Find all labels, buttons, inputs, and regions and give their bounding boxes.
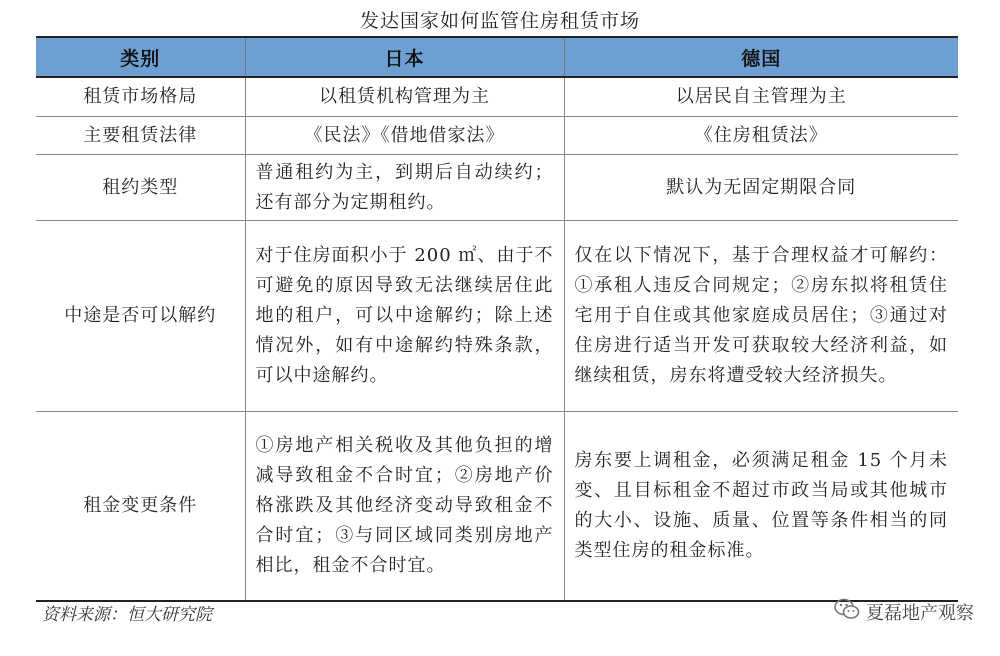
table-row	[36, 155, 958, 221]
row-japan: 对于住房面积小于 200 ㎡、由于不可避免的原因导致无法继续居住此地的租户，可以中途解约；除上述情况外，如有中途解约特殊条款，可以中途解约。	[245, 221, 564, 412]
row-category: 租约类型	[36, 155, 245, 221]
header-category: 类别	[36, 37, 245, 77]
row-germany: 房东要上调租金，必须满足租金 15 个月未变、且目标租金不超过市政当局或其他城市的大小、设施、质量、位置等条件相当的同类型住房的租金标准。	[564, 412, 958, 602]
row-germany: 以居民自主管理为主	[564, 77, 958, 117]
row-category: 主要租赁法律	[36, 117, 245, 155]
table-row	[36, 117, 958, 155]
table-header-row	[36, 37, 958, 77]
row-category: 租金变更条件	[36, 412, 245, 602]
row-germany: 默认为无固定期限合同	[564, 155, 958, 221]
wechat-icon	[834, 598, 860, 625]
table-row	[36, 412, 958, 602]
source-note: 资料来源：恒大研究院	[42, 605, 212, 625]
page-title: 发达国家如何监管住房租赁市场	[359, 10, 640, 32]
table-row	[36, 77, 958, 117]
row-category: 中途是否可以解约	[36, 221, 245, 412]
row-japan: 《民法》《借地借家法》	[245, 117, 564, 155]
brand-name: 夏磊地产观察	[866, 602, 974, 624]
row-germany: 《住房租赁法》	[564, 117, 958, 155]
row-japan: 以租赁机构管理为主	[245, 77, 564, 117]
row-japan: 普通租约为主，到期后自动续约；还有部分为定期租约。	[245, 155, 564, 221]
row-germany: 仅在以下情况下，基于合理权益才可解约：①承租人违反合同规定；②房东拟将租赁住宅用于自住或其他家庭成员居住；③通过对住房进行适当开发可获取较大经济利益，如继续租赁，房东将遭受较大经济损失。	[564, 221, 958, 412]
brand-watermark	[834, 598, 974, 625]
comparison-table	[36, 36, 958, 602]
row-japan: ①房地产相关税收及其他负担的增减导致租金不合时宜；②房地产价格涨跌及其他经济变动导致租金不合时宜；③与同区域同类别房地产相比，租金不合时宜。	[245, 412, 564, 602]
header-japan: 日本	[245, 37, 564, 77]
table-row	[36, 221, 958, 412]
row-category: 租赁市场格局	[36, 77, 245, 117]
header-germany: 德国	[564, 37, 958, 77]
